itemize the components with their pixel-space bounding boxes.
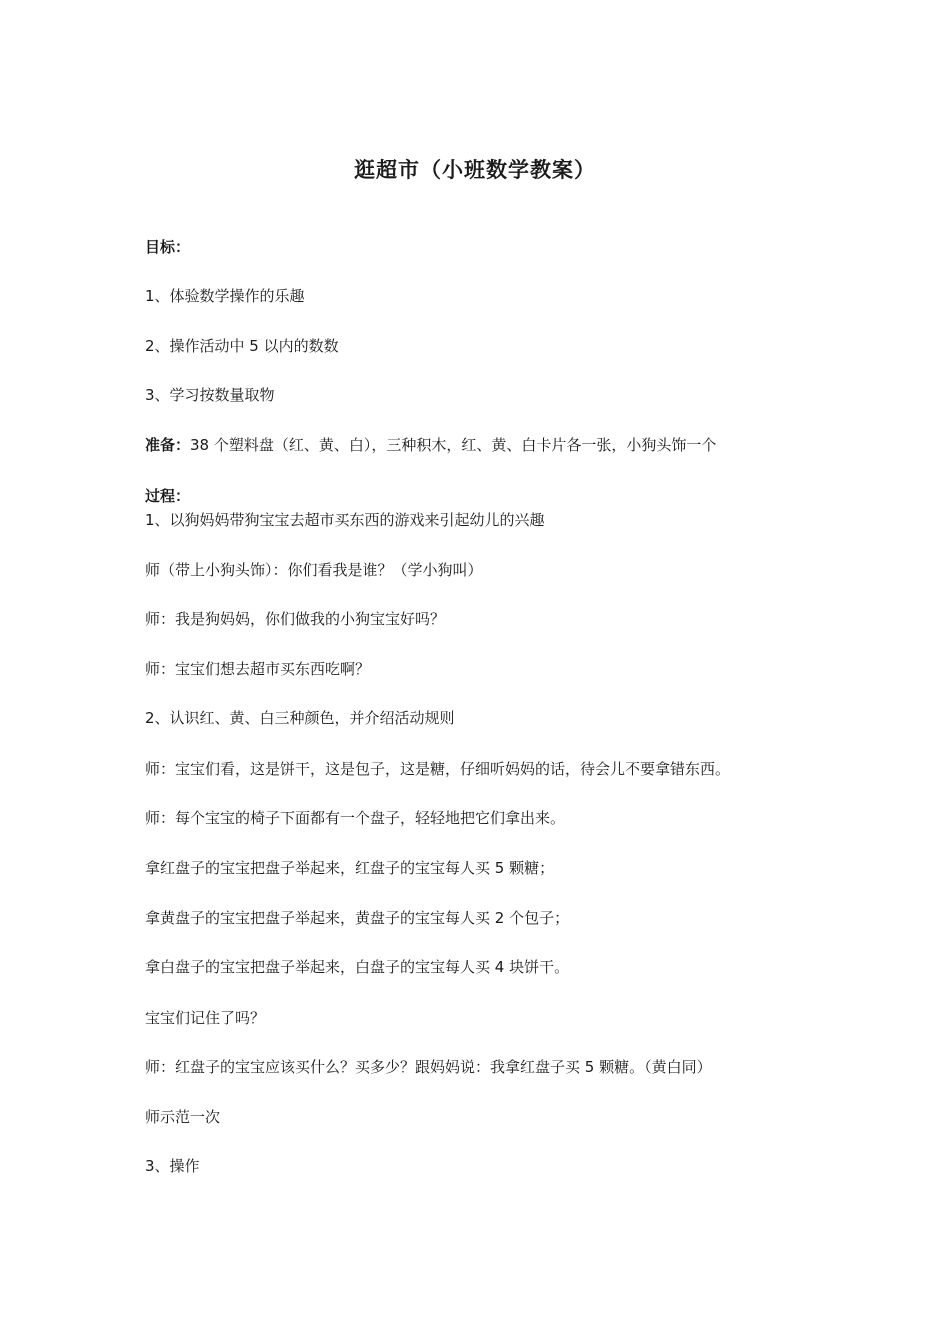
process-line: 师：我是狗妈妈，你们做我的小狗宝宝好吗？ xyxy=(145,610,446,628)
process-line: 1、以狗妈妈带狗宝宝去超市买东西的游戏来引起幼儿的兴趣 xyxy=(145,511,545,529)
goals-heading: 目标： xyxy=(145,238,191,256)
goal-item: 3、学习按数量取物 xyxy=(145,386,275,404)
process-line: 师：红盘子的宝宝应该买什么？买多少？跟妈妈说：我拿红盘子买 5 颗糖。（黄白同） xyxy=(145,1058,712,1076)
process-line: 拿红盘子的宝宝把盘子举起来，红盘子的宝宝每人买 5 颗糖； xyxy=(145,859,555,877)
process-heading: 过程： xyxy=(145,487,191,505)
document-title: 逛超市（小班数学教案） xyxy=(354,158,596,182)
process-line: 宝宝们记住了吗？ xyxy=(145,1009,266,1027)
process-line: 3、操作 xyxy=(145,1157,200,1175)
process-line: 师：宝宝们想去超市买东西吃啊？ xyxy=(145,660,371,678)
preparation-label: 准备： xyxy=(145,436,191,454)
process-line: 师（带上小狗头饰）：你们看我是谁？（学小狗叫） xyxy=(145,561,483,579)
process-line: 2、认识红、黄、白三种颜色，并介绍活动规则 xyxy=(145,709,455,727)
process-line: 师：宝宝们看，这是饼干，这是包子，这是糖，仔细听妈妈的话，待会儿不要拿错东西。 xyxy=(145,760,731,778)
preparation-paragraph xyxy=(145,435,716,455)
preparation-text: 38 个塑料盘（红、黄、白），三种积木，红、黄、白卡片各一张，小狗头饰一个 xyxy=(190,436,717,454)
process-line: 师：每个宝宝的椅子下面都有一个盘子，轻轻地把它们拿出来。 xyxy=(145,809,566,827)
process-line: 师示范一次 xyxy=(145,1108,221,1126)
goal-item: 2、操作活动中 5 以内的数数 xyxy=(145,337,339,355)
process-line: 拿白盘子的宝宝把盘子举起来，白盘子的宝宝每人买 4 块饼干。 xyxy=(145,958,570,976)
process-line: 拿黄盘子的宝宝把盘子举起来，黄盘子的宝宝每人买 2 个包子； xyxy=(145,909,570,927)
goal-item: 1、体验数学操作的乐趣 xyxy=(145,287,305,305)
